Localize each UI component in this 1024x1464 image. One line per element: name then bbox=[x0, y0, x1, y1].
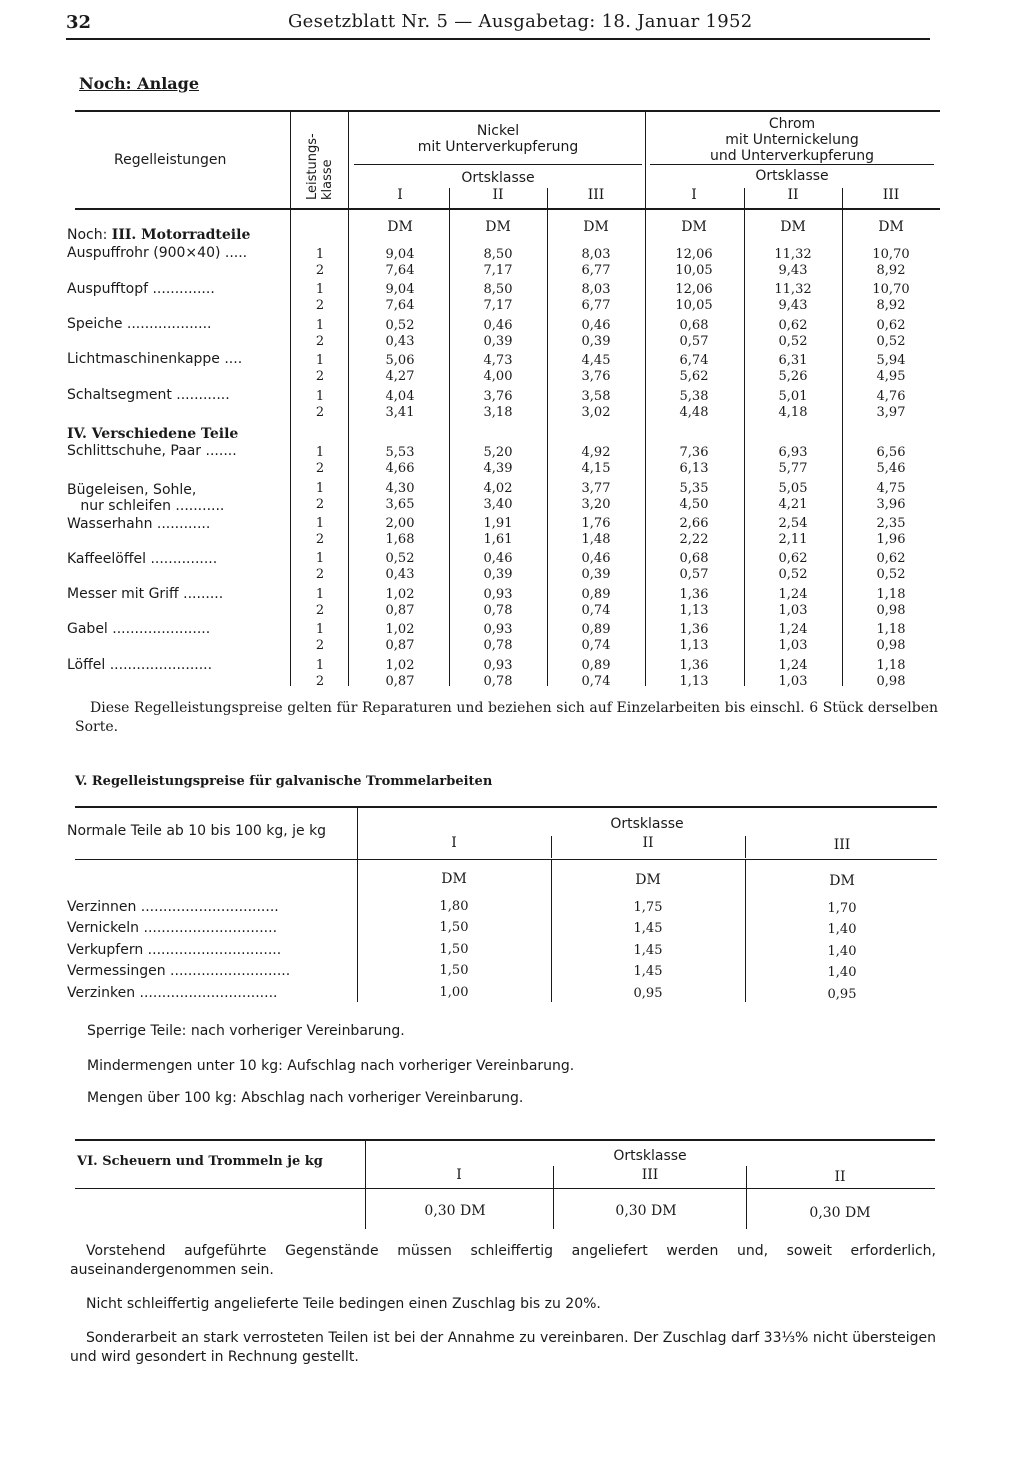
price-cell: 7,36 bbox=[679, 445, 709, 460]
price-cell: 4,73 bbox=[483, 353, 513, 368]
price-cell: 0,74 bbox=[581, 674, 611, 689]
price-cell: 2,11 bbox=[778, 532, 808, 547]
price-cell: 0,46 bbox=[483, 318, 513, 333]
price-cell: 1,91 bbox=[483, 516, 513, 531]
price-cell: 1,48 bbox=[581, 532, 611, 547]
unit-dm: DM bbox=[387, 219, 413, 235]
price-cell: 1,36 bbox=[679, 658, 709, 673]
paragraph-zuschlag: Nicht schleiffertig angelieferte Teile bedingen einen Zuschlag bis zu 20%. bbox=[86, 1296, 601, 1312]
price-cell: 1,18 bbox=[876, 622, 906, 637]
price-cell: 2,22 bbox=[679, 532, 709, 547]
price-cell: 6,13 bbox=[679, 461, 709, 476]
price-cell: 6,77 bbox=[581, 298, 611, 313]
price-cell: 3,18 bbox=[483, 405, 513, 420]
class-ii-nickel: II bbox=[492, 187, 504, 203]
price-cell: 0,57 bbox=[679, 334, 709, 349]
price-cell: 0,78 bbox=[483, 638, 513, 653]
price-cell: 1,02 bbox=[385, 658, 415, 673]
price-cell: 0,39 bbox=[581, 567, 611, 582]
price-cell: 1,61 bbox=[483, 532, 513, 547]
price-cell: 10,70 bbox=[872, 247, 910, 262]
ortsklasse-label: Ortsklasse bbox=[613, 1148, 687, 1164]
price-cell: 4,92 bbox=[581, 445, 611, 460]
price-cell: 0,95 bbox=[827, 987, 857, 1002]
unit-dm: DM bbox=[829, 873, 855, 889]
price-cell: 0,43 bbox=[385, 334, 415, 349]
anlage-heading: Noch: Anlage bbox=[79, 74, 200, 93]
item-label: Auspufftopf .............. bbox=[67, 281, 215, 297]
price-cell: 1,45 bbox=[633, 964, 663, 979]
price-cell: 1,18 bbox=[876, 658, 906, 673]
price-cell: 1,70 bbox=[827, 901, 857, 916]
process-label: Verzinnen ............................... bbox=[67, 899, 279, 915]
section-heading-motorradteile: Noch: III. Motorradteile bbox=[67, 227, 251, 243]
class-i-nickel: I bbox=[397, 187, 403, 203]
leistungsklasse-cell: 1 bbox=[315, 516, 325, 531]
price-cell: 3,02 bbox=[581, 405, 611, 420]
leistungsklasse-cell: 1 bbox=[315, 318, 325, 333]
price-scheuern-col-2: 0,30 DM bbox=[615, 1203, 677, 1219]
price-cell: 4,02 bbox=[483, 481, 513, 496]
price-cell: 0,93 bbox=[483, 622, 513, 637]
class-col-1: I bbox=[456, 1167, 462, 1183]
price-cell: 0,95 bbox=[633, 986, 663, 1001]
price-cell: 4,27 bbox=[385, 369, 415, 384]
price-cell: 4,50 bbox=[679, 497, 709, 512]
price-cell: 0,98 bbox=[876, 674, 906, 689]
price-cell: 1,50 bbox=[439, 963, 469, 978]
price-cell: 0,52 bbox=[385, 318, 415, 333]
price-cell: 0,62 bbox=[778, 318, 808, 333]
unit-dm: DM bbox=[485, 219, 511, 235]
leistungsklasse-cell: 2 bbox=[315, 405, 325, 420]
item-label: Löffel ....................... bbox=[67, 657, 213, 673]
price-cell: 1,50 bbox=[439, 942, 469, 957]
price-scheuern-col-3: 0,30 DM bbox=[809, 1205, 871, 1221]
leistungsklasse-cell: 2 bbox=[315, 263, 325, 278]
price-cell: 0,98 bbox=[876, 603, 906, 618]
unit-dm: DM bbox=[583, 219, 609, 235]
unit-dm: DM bbox=[780, 219, 806, 235]
price-cell: 0,62 bbox=[876, 318, 906, 333]
price-cell: 5,05 bbox=[778, 481, 808, 496]
price-cell: 5,77 bbox=[778, 461, 808, 476]
price-cell: 4,18 bbox=[778, 405, 808, 420]
paragraph-schleiffertig: Vorstehend aufgeführte Gegenstände müssen schleiffertig angeliefert werden und, soweit erforderlich, auseinandergenommen sein. bbox=[70, 1243, 936, 1278]
price-cell: 1,00 bbox=[439, 985, 469, 1000]
table1-note: Diese Regelleistungspreise gelten für Reparaturen und beziehen sich auf Einzelarbeiten bis einschl. 6 Stück derselben Sorte. bbox=[75, 700, 938, 735]
process-label: Verzinken ............................... bbox=[67, 985, 278, 1001]
unit-dm: DM bbox=[635, 872, 661, 888]
note-sperrige-teile: Sperrige Teile: nach vorheriger Vereinbarung. bbox=[87, 1023, 405, 1039]
price-cell: 8,92 bbox=[876, 298, 906, 313]
price-cell: 3,76 bbox=[581, 369, 611, 384]
leistungsklasse-cell: 1 bbox=[315, 389, 325, 404]
price-cell: 4,21 bbox=[778, 497, 808, 512]
leistungsklasse-cell: 1 bbox=[315, 551, 325, 566]
price-cell: 5,53 bbox=[385, 445, 415, 460]
price-cell: 0,87 bbox=[385, 674, 415, 689]
price-cell: 9,43 bbox=[778, 263, 808, 278]
price-cell: 1,76 bbox=[581, 516, 611, 531]
price-cell: 0,93 bbox=[483, 587, 513, 602]
leistungsklasse-cell: 2 bbox=[315, 369, 325, 384]
group-header-nickel: Nickel mit Unterverkupferung bbox=[417, 123, 579, 155]
price-cell: 5,38 bbox=[679, 389, 709, 404]
price-cell: 0,98 bbox=[876, 638, 906, 653]
price-cell: 1,13 bbox=[679, 638, 709, 653]
price-cell: 1,24 bbox=[778, 587, 808, 602]
col-header-leistungsklasse: Leistungs- klasse bbox=[305, 133, 335, 200]
leistungsklasse-cell: 2 bbox=[315, 674, 325, 689]
price-cell: 3,77 bbox=[581, 481, 611, 496]
price-cell: 10,70 bbox=[872, 282, 910, 297]
price-cell: 9,43 bbox=[778, 298, 808, 313]
price-cell: 9,04 bbox=[385, 282, 415, 297]
price-cell: 1,36 bbox=[679, 587, 709, 602]
price-cell: 0,68 bbox=[679, 551, 709, 566]
price-cell: 1,24 bbox=[778, 658, 808, 673]
price-cell: 1,13 bbox=[679, 674, 709, 689]
price-cell: 1,45 bbox=[633, 921, 663, 936]
price-cell: 3,65 bbox=[385, 497, 415, 512]
price-cell: 4,15 bbox=[581, 461, 611, 476]
price-cell: 4,04 bbox=[385, 389, 415, 404]
price-cell: 1,50 bbox=[439, 920, 469, 935]
price-cell: 4,48 bbox=[679, 405, 709, 420]
note-mengen-ueber: Mengen über 100 kg: Abschlag nach vorheriger Vereinbarung. bbox=[87, 1090, 524, 1106]
price-cell: 0,74 bbox=[581, 603, 611, 618]
price-cell: 1,03 bbox=[778, 638, 808, 653]
price-cell: 1,36 bbox=[679, 622, 709, 637]
price-cell: 3,97 bbox=[876, 405, 906, 420]
ortsklasse-label-nickel: Ortsklasse bbox=[461, 170, 535, 186]
price-cell: 7,64 bbox=[385, 298, 415, 313]
price-cell: 3,96 bbox=[876, 497, 906, 512]
section-heading-verschiedene: IV. Verschiedene Teile bbox=[67, 426, 239, 442]
price-cell: 0,62 bbox=[876, 551, 906, 566]
price-cell: 0,46 bbox=[483, 551, 513, 566]
price-cell: 4,95 bbox=[876, 369, 906, 384]
price-cell: 2,66 bbox=[679, 516, 709, 531]
price-cell: 7,17 bbox=[483, 298, 513, 313]
price-cell: 1,75 bbox=[633, 900, 663, 915]
price-cell: 2,00 bbox=[385, 516, 415, 531]
price-cell: 1,96 bbox=[876, 532, 906, 547]
leistungsklasse-cell: 1 bbox=[315, 353, 325, 368]
price-cell: 0,87 bbox=[385, 638, 415, 653]
leistungsklasse-cell: 2 bbox=[315, 567, 325, 582]
price-cell: 4,39 bbox=[483, 461, 513, 476]
unit-dm: DM bbox=[878, 219, 904, 235]
price-cell: 5,46 bbox=[876, 461, 906, 476]
price-cell: 0,78 bbox=[483, 603, 513, 618]
price-cell: 3,20 bbox=[581, 497, 611, 512]
leistungsklasse-cell: 2 bbox=[315, 334, 325, 349]
item-label: Schlittschuhe, Paar ....... bbox=[67, 443, 237, 459]
item-label: Kaffeelöffel ............... bbox=[67, 551, 218, 567]
price-cell: 9,04 bbox=[385, 247, 415, 262]
leistungsklasse-cell: 2 bbox=[315, 298, 325, 313]
price-cell: 5,20 bbox=[483, 445, 513, 460]
price-cell: 11,32 bbox=[774, 247, 812, 262]
price-cell: 1,02 bbox=[385, 622, 415, 637]
price-cell: 2,35 bbox=[876, 516, 906, 531]
process-label: Vernickeln .............................. bbox=[67, 920, 278, 936]
price-cell: 0,43 bbox=[385, 567, 415, 582]
class-i: I bbox=[451, 835, 457, 851]
price-cell: 8,92 bbox=[876, 263, 906, 278]
price-cell: 0,52 bbox=[778, 567, 808, 582]
price-cell: 1,18 bbox=[876, 587, 906, 602]
price-cell: 7,17 bbox=[483, 263, 513, 278]
header-rule bbox=[66, 38, 930, 40]
item-label: Speiche ................... bbox=[67, 316, 212, 332]
leistungsklasse-cell: 2 bbox=[315, 603, 325, 618]
price-cell: 11,32 bbox=[774, 282, 812, 297]
price-cell: 0,57 bbox=[679, 567, 709, 582]
leistungsklasse-cell: 1 bbox=[315, 247, 325, 262]
price-cell: 1,02 bbox=[385, 587, 415, 602]
price-cell: 8,03 bbox=[581, 247, 611, 262]
page-title: Gesetzblatt Nr. 5 — Ausgabetag: 18. Januar 1952 bbox=[288, 11, 753, 32]
col-header-regelleistungen: Regelleistungen bbox=[114, 152, 227, 168]
item-label: Bügeleisen, Sohle, nur schleifen ........... bbox=[67, 482, 225, 514]
leistungsklasse-cell: 2 bbox=[315, 461, 325, 476]
price-cell: 1,40 bbox=[827, 965, 857, 980]
section-heading-trommelarbeiten: V. Regelleistungspreise für galvanische Trommelarbeiten bbox=[75, 774, 493, 789]
price-cell: 6,77 bbox=[581, 263, 611, 278]
item-label: Messer mit Griff ......... bbox=[67, 586, 224, 602]
unit-dm: DM bbox=[441, 871, 467, 887]
leistungsklasse-cell: 1 bbox=[315, 481, 325, 496]
leistungsklasse-cell: 1 bbox=[315, 622, 325, 637]
price-cell: 3,76 bbox=[483, 389, 513, 404]
ortsklasse-label: Ortsklasse bbox=[610, 816, 684, 832]
group-header-chrom: Chrom mit Unternickelung und Unterverkupferung bbox=[709, 116, 875, 164]
price-cell: 0,52 bbox=[876, 567, 906, 582]
col-header-normale-teile: Normale Teile ab 10 bis 100 kg, je kg bbox=[67, 823, 327, 839]
price-cell: 1,24 bbox=[778, 622, 808, 637]
leistungsklasse-cell: 1 bbox=[315, 587, 325, 602]
process-label: Verkupfern .............................. bbox=[67, 942, 282, 958]
price-cell: 0,74 bbox=[581, 638, 611, 653]
price-cell: 1,80 bbox=[439, 899, 469, 914]
price-cell: 12,06 bbox=[675, 247, 713, 262]
price-cell: 0,52 bbox=[385, 551, 415, 566]
leistungsklasse-cell: 1 bbox=[315, 282, 325, 297]
price-cell: 0,46 bbox=[581, 318, 611, 333]
class-ii-chrom: II bbox=[787, 187, 799, 203]
price-cell: 3,41 bbox=[385, 405, 415, 420]
class-ii: II bbox=[642, 835, 654, 851]
price-cell: 5,26 bbox=[778, 369, 808, 384]
price-cell: 6,31 bbox=[778, 353, 808, 368]
class-iii: III bbox=[833, 837, 851, 853]
price-cell: 0,87 bbox=[385, 603, 415, 618]
item-label: Schaltsegment ............ bbox=[67, 387, 230, 403]
price-cell: 7,64 bbox=[385, 263, 415, 278]
price-cell: 4,76 bbox=[876, 389, 906, 404]
leistungsklasse-cell: 2 bbox=[315, 497, 325, 512]
item-label: Auspuffrohr (900×40) ..... bbox=[67, 245, 248, 261]
leistungsklasse-cell: 1 bbox=[315, 445, 325, 460]
price-cell: 0,78 bbox=[483, 674, 513, 689]
leistungsklasse-cell: 2 bbox=[315, 638, 325, 653]
price-cell: 0,39 bbox=[483, 334, 513, 349]
price-cell: 0,39 bbox=[581, 334, 611, 349]
leistungsklasse-cell: 1 bbox=[315, 658, 325, 673]
price-cell: 4,66 bbox=[385, 461, 415, 476]
price-cell: 6,93 bbox=[778, 445, 808, 460]
price-scheuern-col-1: 0,30 DM bbox=[424, 1203, 486, 1219]
item-label: Lichtmaschinenkappe .... bbox=[67, 351, 243, 367]
price-cell: 8,50 bbox=[483, 282, 513, 297]
price-cell: 0,62 bbox=[778, 551, 808, 566]
price-cell: 0,39 bbox=[483, 567, 513, 582]
price-cell: 5,35 bbox=[679, 481, 709, 496]
price-cell: 10,05 bbox=[675, 263, 713, 278]
process-label: Vermessingen ........................... bbox=[67, 963, 291, 979]
price-cell: 4,30 bbox=[385, 481, 415, 496]
price-cell: 3,40 bbox=[483, 497, 513, 512]
price-cell: 5,94 bbox=[876, 353, 906, 368]
price-cell: 4,45 bbox=[581, 353, 611, 368]
price-cell: 4,00 bbox=[483, 369, 513, 384]
price-cell: 2,54 bbox=[778, 516, 808, 531]
price-cell: 8,03 bbox=[581, 282, 611, 297]
class-col-3: II bbox=[834, 1169, 846, 1185]
class-i-chrom: I bbox=[691, 187, 697, 203]
price-cell: 4,75 bbox=[876, 481, 906, 496]
price-cell: 0,52 bbox=[876, 334, 906, 349]
price-cell: 5,06 bbox=[385, 353, 415, 368]
class-iii-chrom: III bbox=[882, 187, 900, 203]
price-cell: 8,50 bbox=[483, 247, 513, 262]
price-cell: 1,40 bbox=[827, 944, 857, 959]
price-cell: 0,89 bbox=[581, 622, 611, 637]
price-cell: 1,03 bbox=[778, 603, 808, 618]
price-cell: 3,58 bbox=[581, 389, 611, 404]
item-label: Gabel ...................... bbox=[67, 621, 211, 637]
section-heading-scheuern: VI. Scheuern und Trommeln je kg bbox=[77, 1154, 323, 1169]
price-cell: 0,52 bbox=[778, 334, 808, 349]
ortsklasse-label-chrom: Ortsklasse bbox=[755, 168, 829, 184]
class-col-2: III bbox=[641, 1167, 659, 1183]
class-iii-nickel: III bbox=[587, 187, 605, 203]
price-cell: 1,45 bbox=[633, 943, 663, 958]
leistungsklasse-cell: 2 bbox=[315, 532, 325, 547]
paragraph-sonderarbeit: Sonderarbeit an stark verrosteten Teilen ist bei der Annahme zu vereinbaren. Der Zuschlag darf 33⅓% nicht übersteigen und wird gesondert in Rechnung gestellt. bbox=[70, 1330, 936, 1365]
price-cell: 0,93 bbox=[483, 658, 513, 673]
page-number: 32 bbox=[66, 12, 92, 33]
unit-dm: DM bbox=[681, 219, 707, 235]
price-cell: 6,56 bbox=[876, 445, 906, 460]
price-cell: 6,74 bbox=[679, 353, 709, 368]
price-cell: 0,68 bbox=[679, 318, 709, 333]
price-cell: 1,13 bbox=[679, 603, 709, 618]
price-cell: 5,01 bbox=[778, 389, 808, 404]
price-cell: 10,05 bbox=[675, 298, 713, 313]
price-cell: 0,89 bbox=[581, 587, 611, 602]
price-cell: 0,89 bbox=[581, 658, 611, 673]
item-label: Wasserhahn ............ bbox=[67, 516, 211, 532]
price-cell: 1,40 bbox=[827, 922, 857, 937]
price-cell: 1,68 bbox=[385, 532, 415, 547]
price-cell: 5,62 bbox=[679, 369, 709, 384]
price-cell: 0,46 bbox=[581, 551, 611, 566]
price-cell: 12,06 bbox=[675, 282, 713, 297]
note-mindermengen: Mindermengen unter 10 kg: Aufschlag nach vorheriger Vereinbarung. bbox=[87, 1058, 575, 1074]
price-cell: 1,03 bbox=[778, 674, 808, 689]
